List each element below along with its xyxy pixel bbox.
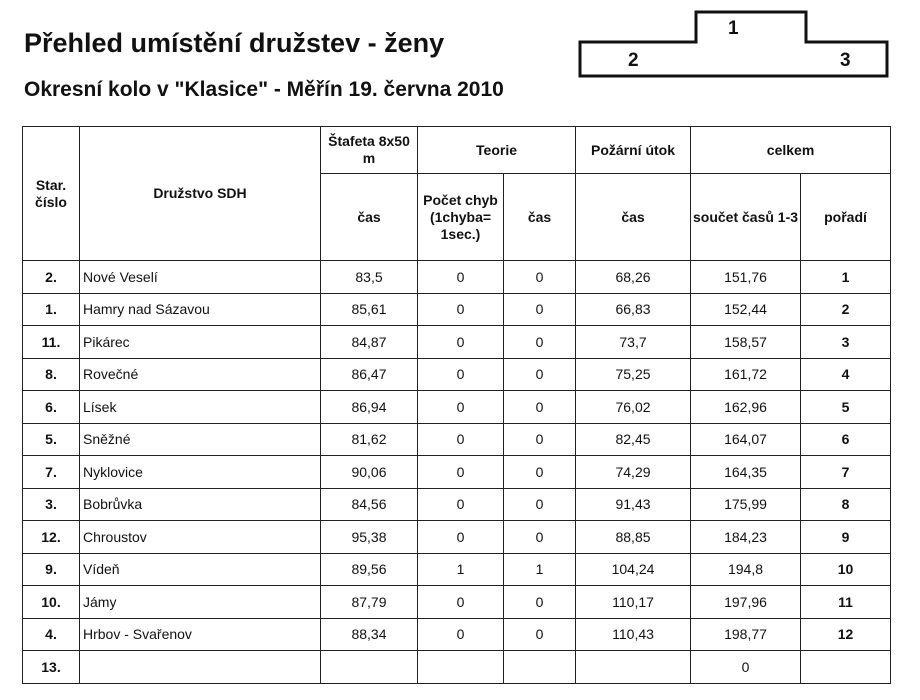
cell-sum: 151,76 — [691, 261, 801, 294]
cell-relay: 83,5 — [321, 261, 418, 294]
cell-start-number: 3. — [23, 488, 80, 521]
table-row — [23, 391, 891, 424]
cell-team: Hamry nad Sázavou — [80, 293, 321, 326]
cell-team: Chroustov — [80, 521, 321, 554]
cell-team: Rovečné — [80, 358, 321, 391]
cell-relay: 90,06 — [321, 456, 418, 489]
table-row — [23, 456, 891, 489]
podium-diagram — [578, 10, 890, 78]
cell-errors: 0 — [418, 456, 504, 489]
cell-theory: 0 — [504, 423, 576, 456]
table-row — [23, 326, 891, 359]
cell-start-number: 13. — [23, 651, 80, 684]
cell-errors: 0 — [418, 488, 504, 521]
header-relay: Štafeta 8x50 m — [321, 127, 418, 174]
cell-relay: 88,34 — [321, 618, 418, 651]
table-row — [23, 651, 891, 684]
cell-attack: 88,85 — [576, 521, 691, 554]
cell-sum: 158,57 — [691, 326, 801, 359]
table-row — [23, 488, 891, 521]
cell-attack: 91,43 — [576, 488, 691, 521]
cell-start-number: 7. — [23, 456, 80, 489]
cell-team — [80, 651, 321, 684]
header-attack-time: čas — [576, 174, 691, 261]
header-theory: Teorie — [418, 127, 576, 174]
cell-team: Sněžné — [80, 423, 321, 456]
cell-relay: 84,56 — [321, 488, 418, 521]
cell-theory: 1 — [504, 553, 576, 586]
table-row — [23, 553, 891, 586]
header-sum: součet časů 1-3 — [691, 174, 801, 261]
cell-place: 7 — [801, 456, 891, 489]
header-relay-time: čas — [321, 174, 418, 261]
cell-theory: 0 — [504, 488, 576, 521]
cell-place: 6 — [801, 423, 891, 456]
cell-theory: 0 — [504, 618, 576, 651]
table-row — [23, 358, 891, 391]
cell-attack: 66,83 — [576, 293, 691, 326]
header-attack: Požární útok — [576, 127, 691, 174]
cell-attack: 75,25 — [576, 358, 691, 391]
cell-sum: 164,07 — [691, 423, 801, 456]
cell-team: Nyklovice — [80, 456, 321, 489]
cell-attack: 110,17 — [576, 586, 691, 619]
cell-relay: 89,56 — [321, 553, 418, 586]
header-theory-time: čas — [504, 174, 576, 261]
cell-errors: 0 — [418, 618, 504, 651]
cell-errors: 0 — [418, 521, 504, 554]
cell-sum: 162,96 — [691, 391, 801, 424]
cell-errors: 0 — [418, 391, 504, 424]
cell-place: 3 — [801, 326, 891, 359]
cell-errors: 0 — [418, 293, 504, 326]
cell-theory: 0 — [504, 326, 576, 359]
cell-relay: 86,47 — [321, 358, 418, 391]
cell-attack: 76,02 — [576, 391, 691, 424]
cell-place: 8 — [801, 488, 891, 521]
cell-team: Pikárec — [80, 326, 321, 359]
cell-theory: 0 — [504, 521, 576, 554]
cell-theory: 0 — [504, 391, 576, 424]
cell-start-number: 9. — [23, 553, 80, 586]
cell-place: 12 — [801, 618, 891, 651]
cell-relay: 86,94 — [321, 391, 418, 424]
cell-sum: 164,35 — [691, 456, 801, 489]
page-subtitle: Okresní kolo v "Klasice" - Měřín 19. června 2010 — [24, 78, 504, 101]
header-start-number: Star. číslo — [23, 127, 80, 261]
cell-sum: 197,96 — [691, 586, 801, 619]
cell-team: Bobrůvka — [80, 488, 321, 521]
cell-theory: 0 — [504, 261, 576, 294]
cell-start-number: 10. — [23, 586, 80, 619]
cell-start-number: 11. — [23, 326, 80, 359]
cell-start-number: 4. — [23, 618, 80, 651]
cell-start-number: 6. — [23, 391, 80, 424]
table-row — [23, 423, 891, 456]
podium-second: 2 — [628, 50, 639, 71]
header-errors: Počet chyb (1chyba= 1sec.) — [418, 174, 504, 261]
cell-team: Lísek — [80, 391, 321, 424]
cell-theory: 0 — [504, 358, 576, 391]
cell-relay — [321, 651, 418, 684]
cell-errors — [418, 651, 504, 684]
cell-attack: 68,26 — [576, 261, 691, 294]
table-row — [23, 618, 891, 651]
cell-relay: 87,79 — [321, 586, 418, 619]
cell-sum: 0 — [691, 651, 801, 684]
cell-relay: 85,61 — [321, 293, 418, 326]
cell-place: 4 — [801, 358, 891, 391]
header-total: celkem — [691, 127, 891, 174]
cell-start-number: 12. — [23, 521, 80, 554]
table-row — [23, 521, 891, 554]
cell-errors: 0 — [418, 586, 504, 619]
cell-errors: 1 — [418, 553, 504, 586]
cell-place: 9 — [801, 521, 891, 554]
cell-place: 1 — [801, 261, 891, 294]
cell-team: Nové Veselí — [80, 261, 321, 294]
table-row — [23, 261, 891, 294]
cell-sum: 152,44 — [691, 293, 801, 326]
cell-relay: 84,87 — [321, 326, 418, 359]
cell-team: Vídeň — [80, 553, 321, 586]
cell-start-number: 2. — [23, 261, 80, 294]
cell-errors: 0 — [418, 423, 504, 456]
cell-errors: 0 — [418, 358, 504, 391]
table-row — [23, 586, 891, 619]
header-team: Družstvo SDH — [80, 127, 321, 261]
cell-relay: 95,38 — [321, 521, 418, 554]
cell-attack: 74,29 — [576, 456, 691, 489]
cell-place: 2 — [801, 293, 891, 326]
cell-attack — [576, 651, 691, 684]
cell-attack: 104,24 — [576, 553, 691, 586]
cell-sum: 175,99 — [691, 488, 801, 521]
cell-start-number: 8. — [23, 358, 80, 391]
cell-start-number: 5. — [23, 423, 80, 456]
cell-place: 11 — [801, 586, 891, 619]
cell-sum: 161,72 — [691, 358, 801, 391]
cell-place: 10 — [801, 553, 891, 586]
cell-errors: 0 — [418, 326, 504, 359]
cell-relay: 81,62 — [321, 423, 418, 456]
header-place: pořadí — [801, 174, 891, 261]
header-row-top — [23, 127, 891, 174]
cell-sum: 198,77 — [691, 618, 801, 651]
cell-start-number: 1. — [23, 293, 80, 326]
cell-theory: 0 — [504, 456, 576, 489]
page-title: Přehled umístění družstev - ženy — [24, 28, 445, 58]
cell-theory — [504, 651, 576, 684]
cell-attack: 110,43 — [576, 618, 691, 651]
cell-sum: 184,23 — [691, 521, 801, 554]
cell-attack: 73,7 — [576, 326, 691, 359]
cell-team: Hrbov - Svařenov — [80, 618, 321, 651]
table-row — [23, 293, 891, 326]
cell-place: 5 — [801, 391, 891, 424]
cell-theory: 0 — [504, 293, 576, 326]
results-table — [22, 126, 891, 684]
cell-errors: 0 — [418, 261, 504, 294]
cell-sum: 194,8 — [691, 553, 801, 586]
podium-first: 1 — [728, 18, 739, 39]
cell-attack: 82,45 — [576, 423, 691, 456]
cell-theory: 0 — [504, 586, 576, 619]
podium-third: 3 — [840, 50, 851, 71]
cell-team: Jámy — [80, 586, 321, 619]
cell-place — [801, 651, 891, 684]
